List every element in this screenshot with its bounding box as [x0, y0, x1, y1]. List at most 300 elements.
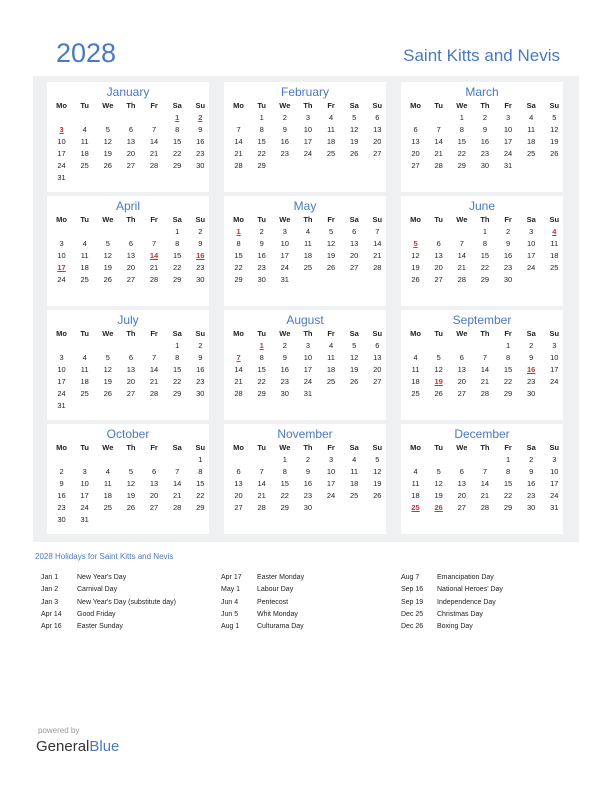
holiday-day-cell: 16	[196, 251, 205, 260]
empty-cell	[227, 112, 250, 124]
month-july	[47, 310, 209, 420]
day-cell: 7	[482, 353, 488, 362]
empty-cell	[227, 454, 250, 466]
holiday-day-cell: 17	[57, 263, 66, 272]
day-cell: 2	[305, 455, 311, 464]
month-february	[224, 82, 386, 192]
day-cell: 8	[236, 239, 241, 248]
day-cell: 5	[352, 341, 357, 350]
weekday-header: Fr	[327, 101, 335, 110]
day-cell: 28	[480, 389, 490, 398]
day-cell: 9	[282, 125, 287, 134]
day-cell: 11	[80, 365, 89, 374]
day-cell: 18	[80, 263, 89, 272]
empty-cell	[96, 112, 119, 124]
day-cell: 17	[80, 491, 89, 500]
day-cell: 18	[103, 491, 112, 500]
month-december	[401, 424, 563, 534]
empty-cell	[143, 226, 166, 238]
weekday-header: Fr	[150, 101, 158, 110]
day-cell: 28	[480, 503, 490, 512]
empty-cell	[73, 340, 96, 352]
day-cell: 29	[196, 503, 205, 512]
holiday-day-cell: 19	[434, 377, 443, 386]
empty-cell	[427, 112, 450, 124]
day-cell: 21	[149, 263, 159, 272]
day-cell: 1	[505, 455, 511, 464]
day-cell: 11	[327, 353, 335, 362]
weekday-header: Tu	[257, 329, 266, 338]
day-cell: 4	[413, 353, 418, 362]
holiday-date: Aug 7	[401, 574, 420, 581]
day-cell: 21	[149, 149, 159, 158]
day-cell: 27	[457, 389, 466, 398]
day-cell: 24	[550, 491, 559, 500]
day-cell: 23	[527, 491, 536, 500]
day-cell: 19	[350, 365, 359, 374]
month-grid	[227, 214, 386, 286]
empty-cell	[427, 226, 450, 238]
empty-cell	[166, 454, 189, 466]
holidays-column	[41, 574, 176, 635]
day-cell: 11	[350, 467, 359, 476]
day-cell: 20	[457, 491, 466, 500]
day-cell: 18	[411, 377, 420, 386]
day-cell: 29	[480, 275, 490, 284]
day-cell: 24	[57, 275, 66, 284]
day-cell: 2	[198, 227, 203, 236]
day-cell: 24	[550, 377, 559, 386]
holiday-date: Apr 14	[41, 610, 62, 618]
holiday-name: Emancipation Day	[437, 574, 494, 581]
holiday-day-cell: 1	[259, 341, 264, 350]
day-cell: 23	[280, 149, 289, 158]
empty-cell	[73, 454, 96, 466]
day-cell: 11	[411, 365, 420, 374]
weekday-header: Su	[372, 443, 383, 452]
day-cell: 8	[175, 125, 180, 134]
month-april	[47, 196, 209, 306]
day-cell: 29	[173, 389, 182, 398]
holiday-item	[401, 574, 503, 586]
day-cell: 17	[550, 479, 559, 488]
day-cell: 26	[126, 503, 136, 512]
day-cell: 28	[234, 161, 243, 170]
holiday-name: Easter Sunday	[77, 623, 123, 631]
weekday-header: Sa	[349, 101, 359, 110]
day-cell: 7	[482, 467, 488, 476]
month-name: January	[106, 85, 150, 99]
day-cell: 25	[326, 377, 336, 386]
day-cell: 5	[375, 455, 380, 464]
holiday-day-cell: 25	[411, 503, 420, 512]
day-cell: 23	[196, 377, 205, 386]
weekday-header: Th	[303, 329, 313, 338]
empty-cell	[119, 340, 142, 352]
day-cell: 9	[529, 467, 534, 476]
day-cell: 4	[82, 125, 87, 134]
holiday-item	[41, 611, 176, 623]
day-cell: 9	[198, 239, 203, 248]
day-cell: 1	[459, 113, 464, 122]
weekday-header: Mo	[233, 443, 244, 452]
month-name: October	[106, 427, 150, 441]
day-cell: 22	[257, 149, 266, 158]
weekday-header: Mo	[233, 329, 244, 338]
day-cell: 22	[234, 263, 243, 272]
day-cell: 17	[57, 149, 66, 158]
day-cell: 9	[482, 125, 488, 134]
day-cell: 12	[103, 365, 112, 374]
day-cell: 2	[259, 227, 264, 236]
day-cell: 3	[552, 341, 557, 350]
day-cell: 17	[57, 377, 66, 386]
holiday-day-cell: 3	[59, 125, 64, 134]
day-cell: 2	[282, 113, 287, 122]
day-cell: 28	[434, 161, 443, 170]
day-cell: 11	[304, 239, 312, 248]
day-cell: 13	[411, 137, 420, 146]
day-cell: 7	[151, 125, 157, 134]
day-cell: 6	[413, 125, 418, 134]
day-cell: 22	[173, 263, 182, 272]
day-cell: 8	[198, 467, 203, 476]
day-cell: 21	[234, 377, 243, 386]
holiday-name: National Heroes' Day	[437, 586, 503, 594]
holiday-name: Independence Day	[437, 598, 496, 606]
weekday-header: Tu	[80, 215, 89, 224]
day-cell: 18	[550, 251, 559, 260]
day-cell: 6	[352, 227, 357, 236]
day-cell: 28	[457, 275, 466, 284]
empty-cell	[404, 340, 427, 352]
day-cell: 6	[459, 467, 464, 476]
holiday-date: Dec 25	[401, 610, 424, 618]
holiday-date: Sep 16	[401, 586, 424, 594]
day-cell: 21	[373, 251, 382, 260]
day-cell: 22	[173, 377, 182, 386]
weekday-header: Sa	[172, 443, 182, 452]
day-cell: 30	[196, 275, 205, 284]
weekday-header: Mo	[410, 101, 421, 110]
day-cell: 1	[175, 341, 180, 350]
month-grid	[50, 100, 209, 184]
day-cell: 8	[482, 239, 488, 248]
day-cell: 18	[303, 251, 313, 260]
day-cell: 25	[527, 149, 536, 158]
day-cell: 8	[175, 239, 180, 248]
month-grid	[227, 328, 386, 400]
day-cell: 6	[128, 125, 134, 134]
day-cell: 29	[503, 389, 513, 398]
holiday-item	[41, 623, 176, 635]
day-cell: 5	[105, 239, 110, 248]
holiday-date: Jun 5	[221, 610, 239, 618]
day-cell: 6	[128, 353, 134, 362]
day-cell: 23	[480, 149, 490, 158]
month-grid	[50, 328, 209, 412]
day-cell: 26	[373, 491, 382, 500]
day-cell: 26	[326, 263, 336, 272]
day-cell: 27	[350, 263, 359, 272]
day-cell: 4	[529, 113, 534, 122]
day-cell: 7	[236, 125, 241, 134]
day-cell: 25	[80, 161, 89, 170]
weekday-header: Mo	[410, 329, 421, 338]
day-cell: 14	[149, 365, 159, 374]
day-cell: 19	[373, 479, 382, 488]
day-cell: 19	[350, 137, 359, 146]
day-cell: 20	[234, 491, 243, 500]
day-cell: 7	[151, 353, 157, 362]
day-cell: 10	[57, 365, 66, 374]
day-cell: 12	[550, 125, 559, 134]
day-cell: 4	[305, 227, 311, 236]
day-cell: 13	[373, 125, 382, 134]
day-cell: 22	[280, 491, 289, 500]
day-cell: 12	[373, 467, 382, 476]
empty-cell	[119, 454, 142, 466]
month-june	[401, 196, 563, 306]
day-cell: 15	[257, 365, 266, 374]
day-cell: 15	[196, 479, 205, 488]
month-january	[47, 82, 209, 192]
empty-cell	[427, 454, 450, 466]
empty-cell	[73, 226, 96, 238]
month-name: September	[452, 313, 512, 327]
empty-cell	[473, 454, 496, 466]
weekday-header: We	[279, 443, 291, 452]
day-cell: 24	[303, 149, 313, 158]
holidays-column	[401, 574, 503, 635]
country-title: Saint Kitts and Nevis	[403, 46, 560, 65]
day-cell: 28	[149, 161, 159, 170]
day-cell: 4	[328, 113, 334, 122]
day-cell: 19	[434, 491, 443, 500]
day-cell: 7	[151, 239, 157, 248]
day-cell: 12	[326, 239, 336, 248]
day-cell: 4	[352, 455, 357, 464]
day-cell: 10	[527, 239, 536, 248]
month-name: December	[454, 427, 510, 441]
empty-cell	[404, 112, 427, 124]
holiday-item	[221, 599, 304, 611]
day-cell: 17	[527, 251, 536, 260]
day-cell: 3	[282, 227, 287, 236]
day-cell: 10	[280, 239, 289, 248]
month-grid	[50, 214, 209, 286]
day-cell: 17	[303, 365, 313, 374]
day-cell: 16	[57, 491, 66, 500]
day-cell: 9	[59, 479, 64, 488]
weekday-header: Tu	[434, 443, 443, 452]
day-cell: 16	[196, 365, 205, 374]
day-cell: 29	[173, 161, 182, 170]
day-cell: 12	[103, 251, 112, 260]
holiday-day-cell: 7	[236, 353, 241, 362]
day-cell: 25	[103, 503, 112, 512]
day-cell: 20	[126, 377, 136, 386]
day-cell: 18	[411, 491, 420, 500]
day-cell: 25	[80, 275, 89, 284]
weekday-header: Su	[549, 101, 560, 110]
day-cell: 14	[149, 137, 159, 146]
weekday-header: We	[456, 443, 468, 452]
day-cell: 14	[434, 137, 443, 146]
weekday-header: Fr	[150, 443, 158, 452]
day-cell: 7	[259, 467, 264, 476]
weekday-header: Su	[195, 443, 206, 452]
day-cell: 16	[303, 479, 313, 488]
day-cell: 13	[373, 353, 382, 362]
day-cell: 6	[375, 341, 380, 350]
day-cell: 18	[326, 137, 336, 146]
empty-cell	[404, 454, 427, 466]
day-cell: 30	[527, 389, 536, 398]
weekday-header: Th	[126, 215, 136, 224]
day-cell: 9	[282, 353, 287, 362]
holiday-item	[41, 599, 176, 611]
weekday-header: Sa	[526, 101, 536, 110]
day-cell: 20	[457, 377, 466, 386]
holiday-date: Apr 16	[41, 623, 62, 631]
weekday-header: Sa	[526, 443, 536, 452]
month-grid	[404, 442, 563, 514]
day-cell: 13	[126, 251, 136, 260]
day-cell: 11	[527, 125, 536, 134]
month-august	[224, 310, 386, 420]
day-cell: 28	[149, 275, 159, 284]
day-cell: 12	[434, 365, 443, 374]
day-cell: 27	[126, 275, 136, 284]
day-cell: 5	[552, 113, 557, 122]
weekday-header: Th	[303, 215, 313, 224]
month-grid	[227, 442, 386, 514]
holiday-name: Carnival Day	[77, 586, 118, 594]
day-cell: 26	[434, 389, 443, 398]
weekday-header: Tu	[434, 101, 443, 110]
holiday-item	[401, 599, 503, 611]
day-cell: 25	[326, 149, 336, 158]
day-cell: 28	[373, 263, 382, 272]
weekday-header: Th	[303, 101, 313, 110]
weekday-header: Su	[195, 101, 206, 110]
weekday-header: Tu	[434, 215, 443, 224]
month-october	[47, 424, 209, 534]
weekday-header: Th	[126, 443, 136, 452]
day-cell: 21	[480, 377, 490, 386]
weekday-header: Fr	[504, 101, 512, 110]
day-cell: 14	[234, 365, 243, 374]
day-cell: 20	[149, 491, 159, 500]
day-cell: 15	[457, 137, 466, 146]
weekday-header: Fr	[327, 329, 335, 338]
day-cell: 28	[234, 389, 243, 398]
day-cell: 2	[482, 113, 488, 122]
weekday-header: We	[102, 215, 114, 224]
day-cell: 30	[196, 389, 205, 398]
day-cell: 10	[80, 479, 89, 488]
holiday-name: Boxing Day	[437, 623, 473, 631]
day-cell: 31	[550, 503, 559, 512]
month-may	[224, 196, 386, 306]
day-cell: 11	[550, 239, 559, 248]
day-cell: 22	[457, 149, 466, 158]
day-cell: 30	[480, 161, 490, 170]
weekday-header: Sa	[526, 215, 536, 224]
weekday-header: Tu	[257, 101, 266, 110]
day-cell: 8	[459, 125, 464, 134]
day-cell: 15	[173, 365, 182, 374]
day-cell: 12	[350, 353, 359, 362]
holiday-item	[221, 623, 304, 635]
day-cell: 29	[257, 389, 266, 398]
day-cell: 13	[126, 137, 136, 146]
day-cell: 14	[457, 251, 466, 260]
day-cell: 29	[280, 503, 289, 512]
day-cell: 4	[413, 467, 418, 476]
day-cell: 24	[503, 149, 513, 158]
month-grid	[404, 328, 563, 400]
day-cell: 26	[350, 149, 359, 158]
empty-cell	[450, 340, 473, 352]
day-cell: 9	[198, 353, 203, 362]
day-cell: 2	[529, 455, 534, 464]
day-cell: 3	[305, 341, 311, 350]
day-cell: 29	[503, 503, 513, 512]
day-cell: 24	[80, 503, 89, 512]
weekday-header: We	[279, 215, 291, 224]
month-september	[401, 310, 563, 420]
day-cell: 15	[280, 479, 289, 488]
empty-cell	[143, 340, 166, 352]
holiday-name: Pentecost	[257, 598, 289, 606]
weekday-header: We	[456, 215, 468, 224]
day-cell: 12	[126, 479, 136, 488]
day-cell: 10	[550, 353, 559, 362]
day-cell: 30	[527, 503, 536, 512]
day-cell: 23	[303, 491, 313, 500]
day-cell: 18	[326, 365, 336, 374]
day-cell: 10	[326, 467, 336, 476]
weekday-header: Th	[480, 329, 490, 338]
day-cell: 15	[173, 251, 182, 260]
weekday-header: Tu	[80, 101, 89, 110]
day-cell: 13	[234, 479, 243, 488]
weekday-header: Sa	[349, 443, 359, 452]
day-cell: 1	[282, 455, 287, 464]
month-march	[401, 82, 563, 192]
weekday-header: Su	[549, 443, 560, 452]
day-cell: 19	[103, 263, 112, 272]
day-cell: 9	[505, 239, 511, 248]
day-cell: 18	[527, 137, 536, 146]
day-cell: 6	[151, 467, 157, 476]
day-cell: 25	[80, 389, 89, 398]
day-cell: 4	[328, 341, 334, 350]
day-cell: 16	[527, 479, 536, 488]
empty-cell	[143, 454, 166, 466]
weekday-header: Th	[480, 215, 490, 224]
day-cell: 16	[280, 365, 289, 374]
day-cell: 16	[280, 137, 289, 146]
holiday-date: Aug 1	[221, 623, 240, 631]
holiday-date: Jun 4	[221, 598, 239, 606]
day-cell: 5	[352, 113, 357, 122]
brand-general: General	[36, 738, 90, 755]
weekday-header: Fr	[327, 215, 335, 224]
month-name: August	[286, 313, 324, 327]
